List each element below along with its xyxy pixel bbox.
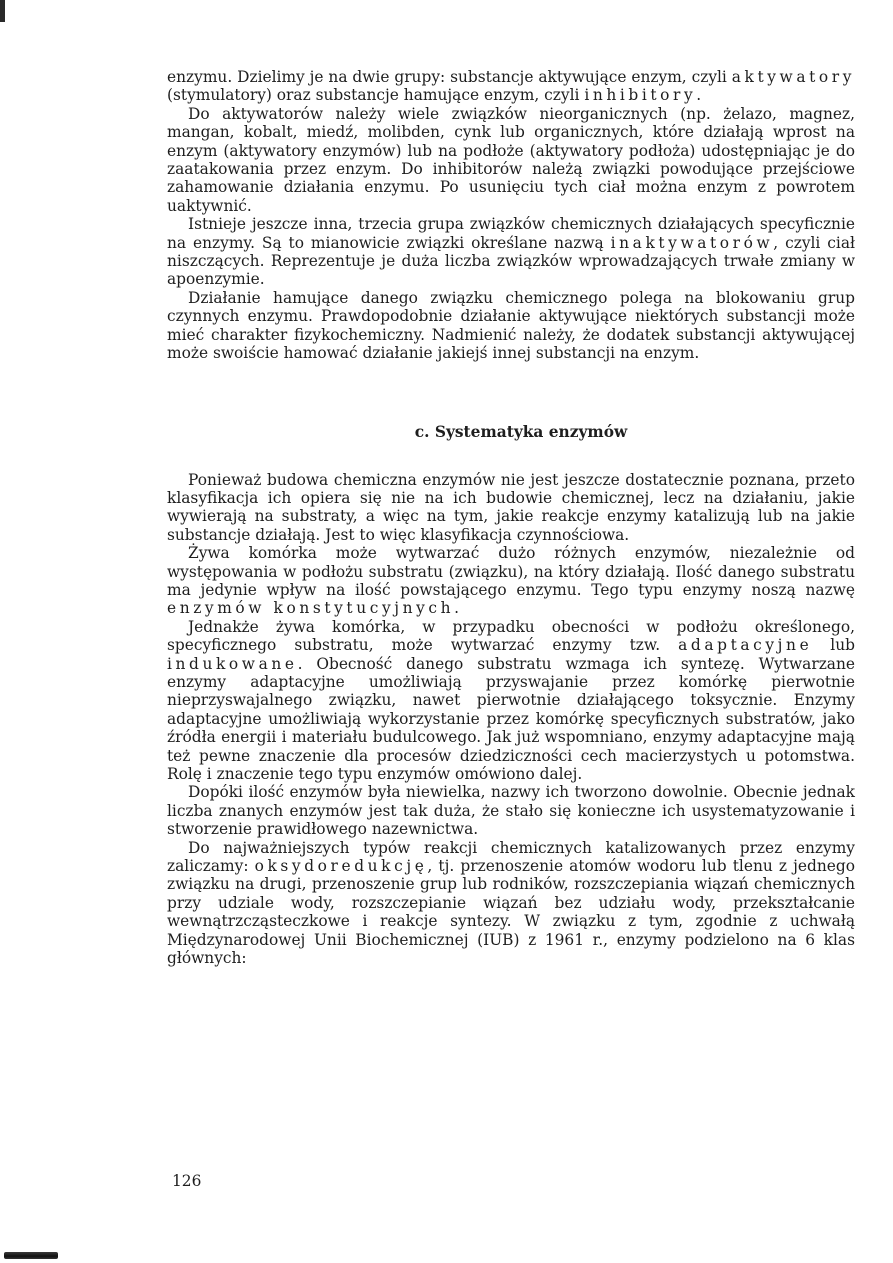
text-run: , tj. przenoszenie atomów wodoru lub tlenu z jednego związku na drugi, przenoszenie grup lub rodników, rozszczepiania wiązań chemicznych przy udziale wody, rozszczepianie wiązań bez udziału wody, przekształcanie wewnątrzcząsteczkowe i reakcje syntezy. W związku z tym, zgodnie z uchwałą Międzynarodowej Unii Biochemicznej (IUB) z 1961 r., enzymy podzielono na 6 klas głównych: xyxy=(167,857,856,968)
section-body xyxy=(167,471,855,968)
scan-edge-mark xyxy=(0,0,5,22)
text-run: , czyli ciał niszczących. Reprezentuje je duża liczba związków wprowadzających trwałe zmiany w apoenzymie. xyxy=(167,233,855,289)
paragraph-1 xyxy=(167,68,855,105)
spaced-term-indukowane: indukowane xyxy=(167,654,298,673)
section-heading: c. Systematyka enzymów xyxy=(414,422,628,441)
paragraph-6 xyxy=(167,544,855,618)
paragraph-7 xyxy=(167,618,855,784)
paragraph-2: Do aktywatorów należy wiele związków nieorganicznych (np. żelazo, magnez, mangan, kobalt, miedź, molibden, cynk lub organicznych, które działają wprost na enzym (aktywatory enzymów) lub na podłoże (aktywatory podłoża) udostępniając je do zaatakowania przez enzym. Do inhibitorów należą związki powodujące przejściowe zahamowanie działania enzymu. Po usunięciu tych ciał można enzym z powrotem uaktywnić. xyxy=(167,104,855,215)
spaced-term-adaptacyjne: adaptacyjne xyxy=(678,636,813,655)
spaced-term-aktywatory: aktywatory xyxy=(731,68,855,86)
page-number: 126 xyxy=(172,1172,202,1190)
text-run: . xyxy=(696,86,702,105)
paragraph-3 xyxy=(167,215,855,289)
spaced-term-oksydoredukcje: oksydoredukcję xyxy=(254,857,428,876)
text-run: Istnieje jeszcze inna, trzecia grupa związków chemicznych działających specyficznie na enzymy. Są to mianowicie związki określane nazwą xyxy=(167,215,855,252)
text-run: . xyxy=(454,599,460,618)
paragraph-4: Działanie hamujące danego związku chemicznego polega na blokowaniu grup czynnych enzymu. Prawdopodobnie działanie aktywujące niektórych substancji może mieć charakter fizykochemiczny. Nadmienić należy, że dodatek substancji aktywującej może swoiście hamować działanie jakiejś innej substancji na enzym. xyxy=(167,288,855,363)
scan-edge-mark-bottom xyxy=(4,1252,58,1259)
text-run: (stymulatory) oraz substancje hamujące enzym, czyli xyxy=(167,86,585,105)
spaced-term-inaktywatorow: inaktywatorów xyxy=(610,233,774,252)
text-run: lub xyxy=(812,636,855,655)
paragraph-9 xyxy=(167,839,855,968)
text-run: Żywa komórka może wytwarzać dużo różnych enzymów, niezależnie od występowania w podłożu substratu (związku), na który działają. Ilość danego substratu ma jedynie wpływ na ilość powstającego enzymu. Tego typu enzymy noszą nazwę xyxy=(167,544,855,599)
text-run: enzymu. Dzielimy je na dwie grupy: substancje aktywujące enzym, czyli xyxy=(167,68,732,86)
page-text xyxy=(167,68,855,967)
text-run: Do najważniejszych typów reakcji chemicznych katalizowanych przez enzymy zaliczamy: xyxy=(167,838,855,876)
text-run: . Obecność danego substratu wzmaga ich syntezę. Wytwarzane enzymy adaptacyjne umożliwiają przyswajanie przez komórkę pierwotnie nieprzyswajalnego związku, nawet pierwotnie działającego toksycznie. Enzymy adaptacyjne umożliwiają wykorzystanie przez komórkę specyficznych substratów, jako źródła energii i materiału budulcowego. Jak już wspomniano, enzymy adaptacyjne mają też pewne znaczenie dla procesów dziedziczności cech macierzystych u potomstwa. Rolę i znaczenie tego typu enzymów omówiono dalej. xyxy=(167,654,855,783)
spaced-term-inhibitory: inhibitory xyxy=(584,86,697,105)
paragraph-5: Ponieważ budowa chemiczna enzymów nie jest jeszcze dostatecznie poznana, przeto klasyfikacja ich opiera się nie na ich budowie chemicznej, lecz na działaniu, jakie wywierają na substraty, a więc na tym, jakie reakcje enzymy katalizują lub na jakie substancje działają. Jest to więc klasyfikacja czynnościowa. xyxy=(167,470,855,544)
paragraph-8: Dopóki ilość enzymów była niewielka, nazwy ich tworzono dowolnie. Obecnie jednak liczba znanych enzymów jest tak duża, że stało się konieczne ich usystematyzowanie i stworzenie prawidłowego nazewnictwa. xyxy=(167,783,855,839)
spaced-term-enzymow-konstytucyjnych: enzymów konstytucyjnych xyxy=(167,599,455,618)
text-run: Jednakże żywa komórka, w przypadku obecności w podłożu określonego, specyficznego substratu, może wytwarzać enzymy tzw. xyxy=(167,617,855,655)
